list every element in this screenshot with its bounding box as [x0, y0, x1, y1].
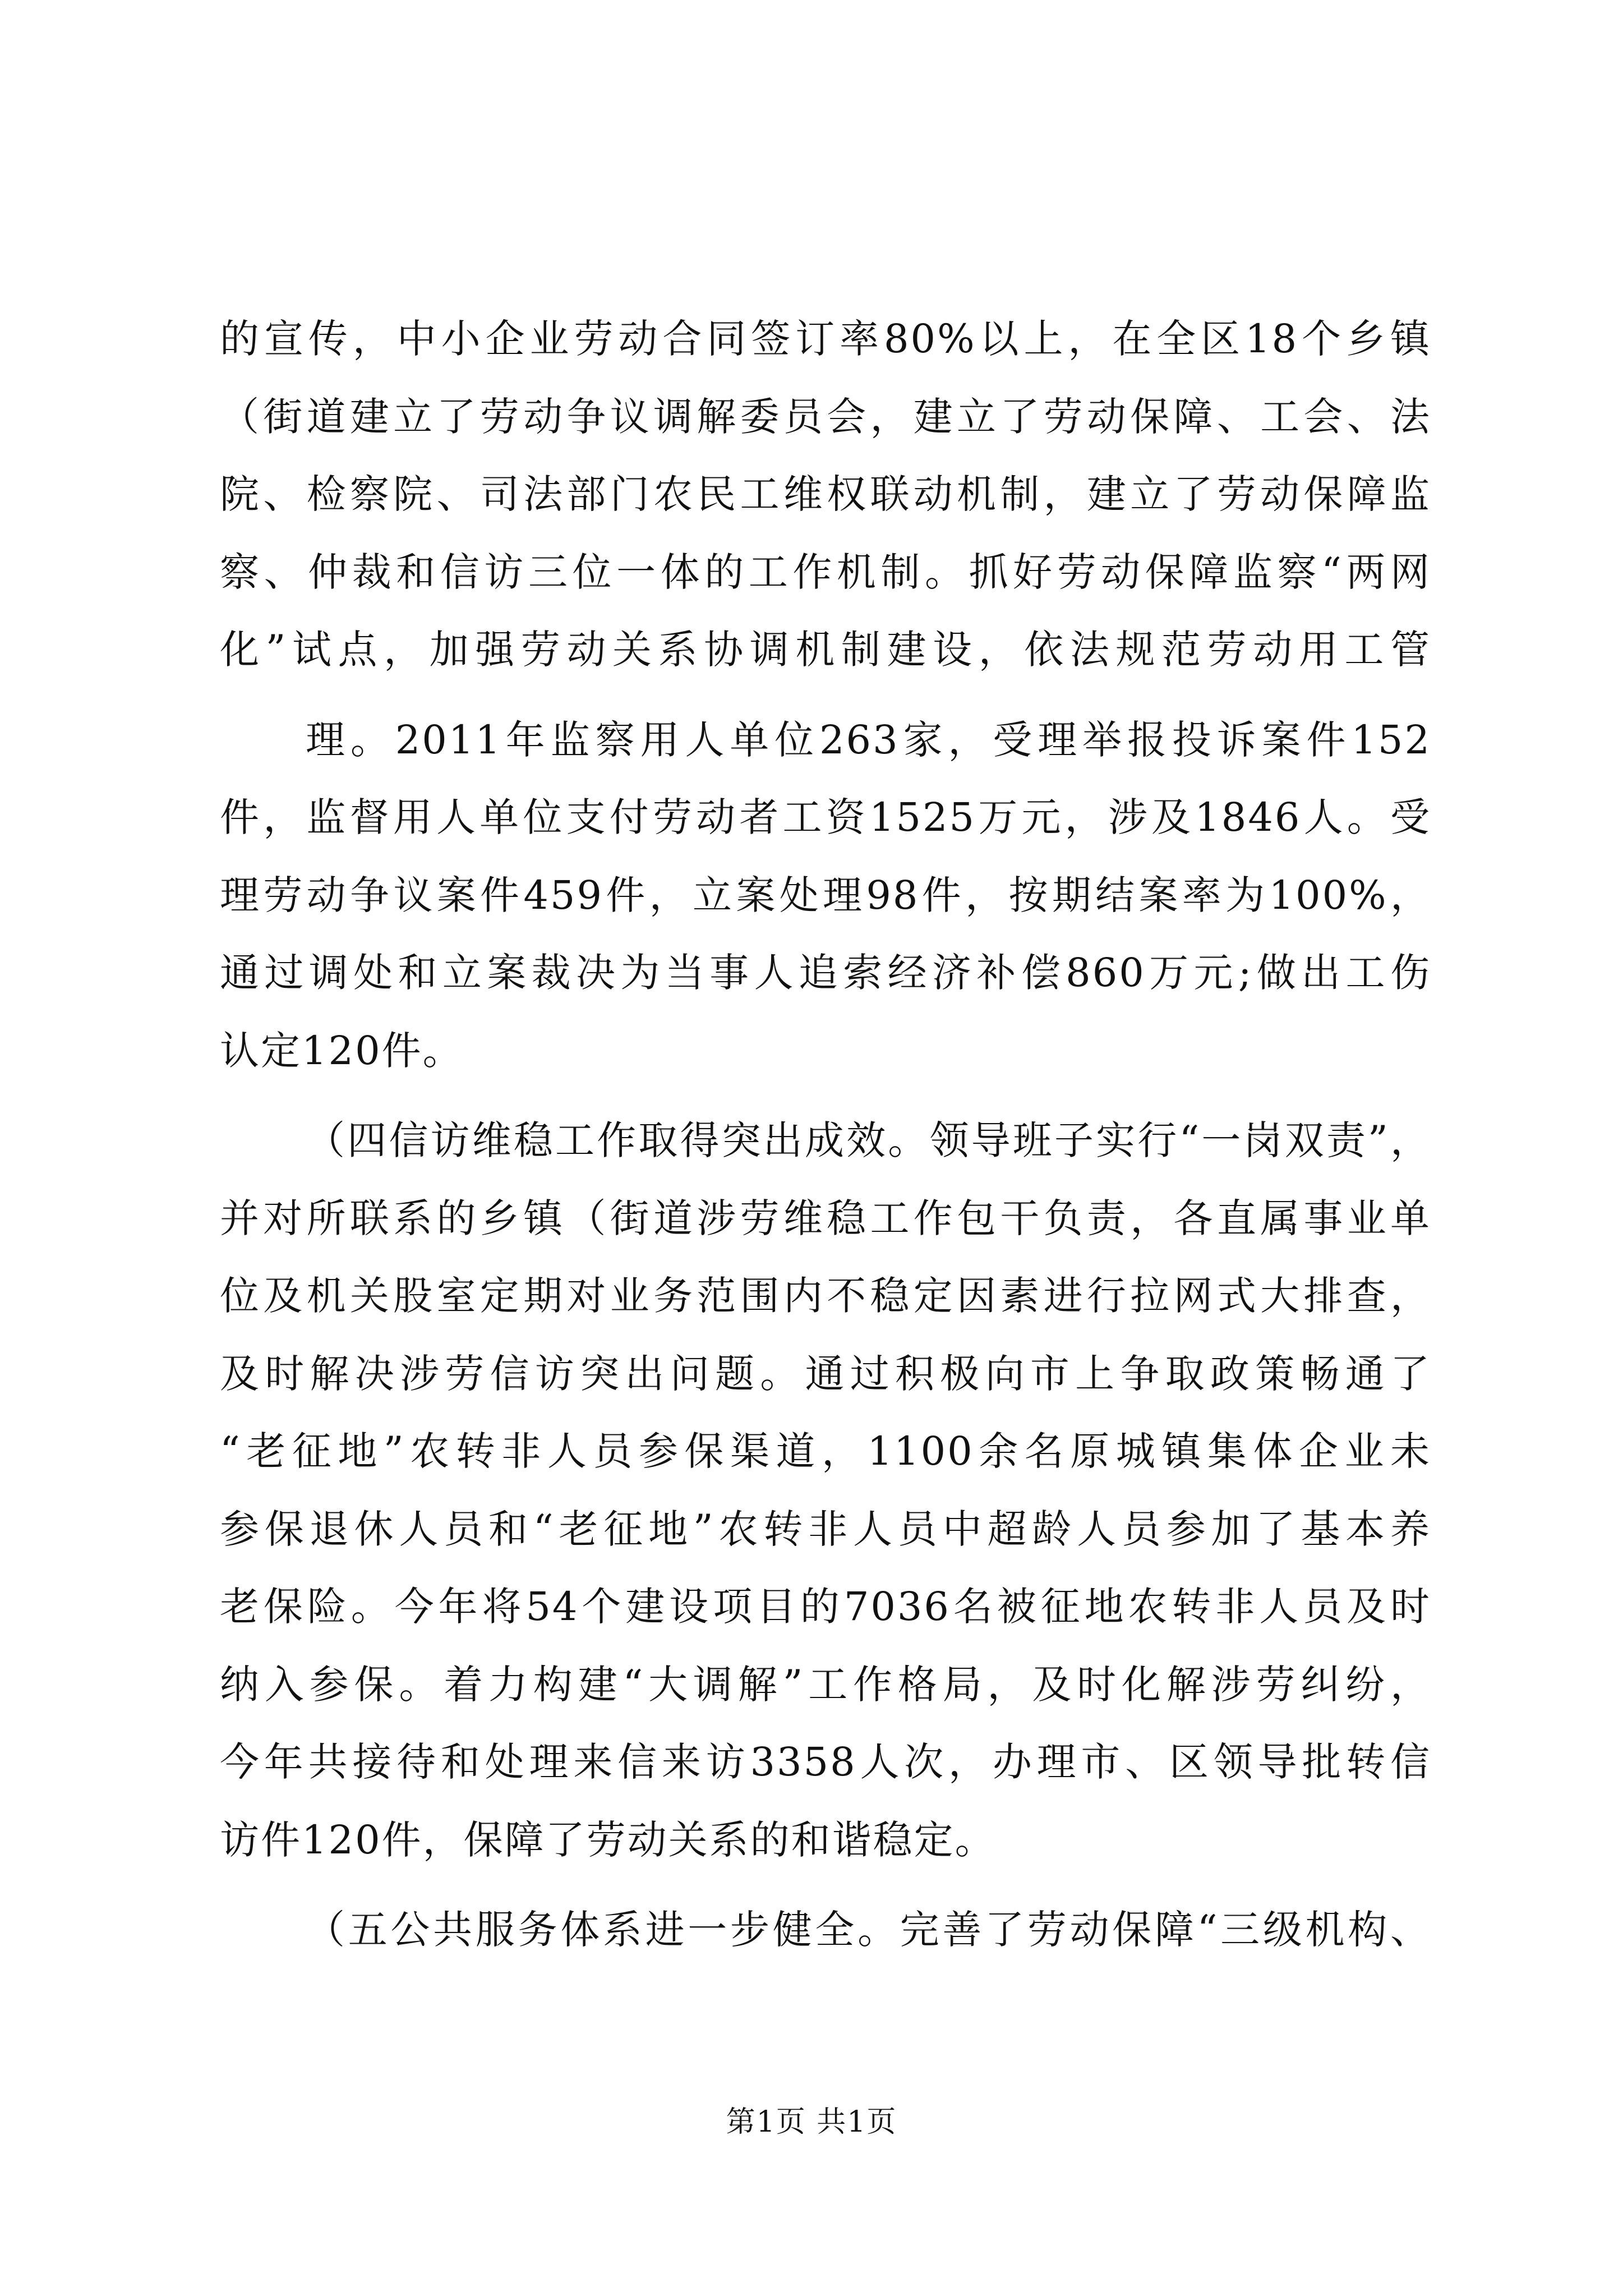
text-line: “老征地”农转非人员参保渠道，1100余名原城镇集体企业未	[220, 1428, 1431, 1474]
text-line: 的宣传，中小企业劳动合同签订率80%以上，在全区18个乡镇	[220, 316, 1431, 362]
page-footer: 第1页 共1页	[726, 2105, 897, 2139]
text-line: 化”试点，加强劳动关系协调机制建设，依法规范劳动用工管	[220, 627, 1431, 673]
text-line: 理。2011年监察用人单位263家，受理举报投诉案件152	[306, 717, 1431, 763]
text-line: （四信访维稳工作取得突出成效。领导班子实行“一岗双责”，	[306, 1117, 1431, 1163]
text-line: 察、仲裁和信访三位一体的工作机制。抓好劳动保障监察“两网	[220, 549, 1431, 595]
text-line: （街道建立了劳动争议调解委员会，建立了劳动保障、工会、法	[220, 394, 1431, 440]
text-line: 访件120件，保障了劳动关系的和谐稳定。	[220, 1817, 996, 1863]
text-line: 理劳动争议案件459件，立案处理98件，按期结案率为100%，	[220, 872, 1431, 918]
text-line: 位及机关股室定期对业务范围内不稳定因素进行拉网式大排查，	[220, 1273, 1431, 1319]
text-line: 通过调处和立案裁决为当事人追索经济补偿860万元;做出工伤	[220, 950, 1431, 996]
text-line: 件，监督用人单位支付劳动者工资1525万元，涉及1846人。受	[220, 794, 1431, 840]
text-line: 参保退休人员和“老征地”农转非人员中超龄人员参加了基本养	[220, 1506, 1431, 1552]
text-line: 并对所联系的乡镇（街道涉劳维稳工作包干负责，各直属事业单	[220, 1195, 1431, 1241]
text-line: 院、检察院、司法部门农民工维权联动机制，建立了劳动保障监	[220, 471, 1431, 517]
text-line: 老保险。今年将54个建设项目的7036名被征地农转非人员及时	[220, 1584, 1431, 1630]
text-line: 纳入参保。着力构建“大调解”工作格局，及时化解涉劳纠纷，	[220, 1662, 1431, 1708]
text-line: 及时解决涉劳信访突出问题。通过积极向市上争取政策畅通了	[220, 1351, 1431, 1397]
text-line: （五公共服务体系进一步健全。完善了劳动保障“三级机构、	[306, 1907, 1431, 1953]
text-line: 今年共接待和处理来信来访3358人次，办理市、区领导批转信	[220, 1739, 1431, 1785]
text-line: 认定120件。	[220, 1028, 464, 1074]
